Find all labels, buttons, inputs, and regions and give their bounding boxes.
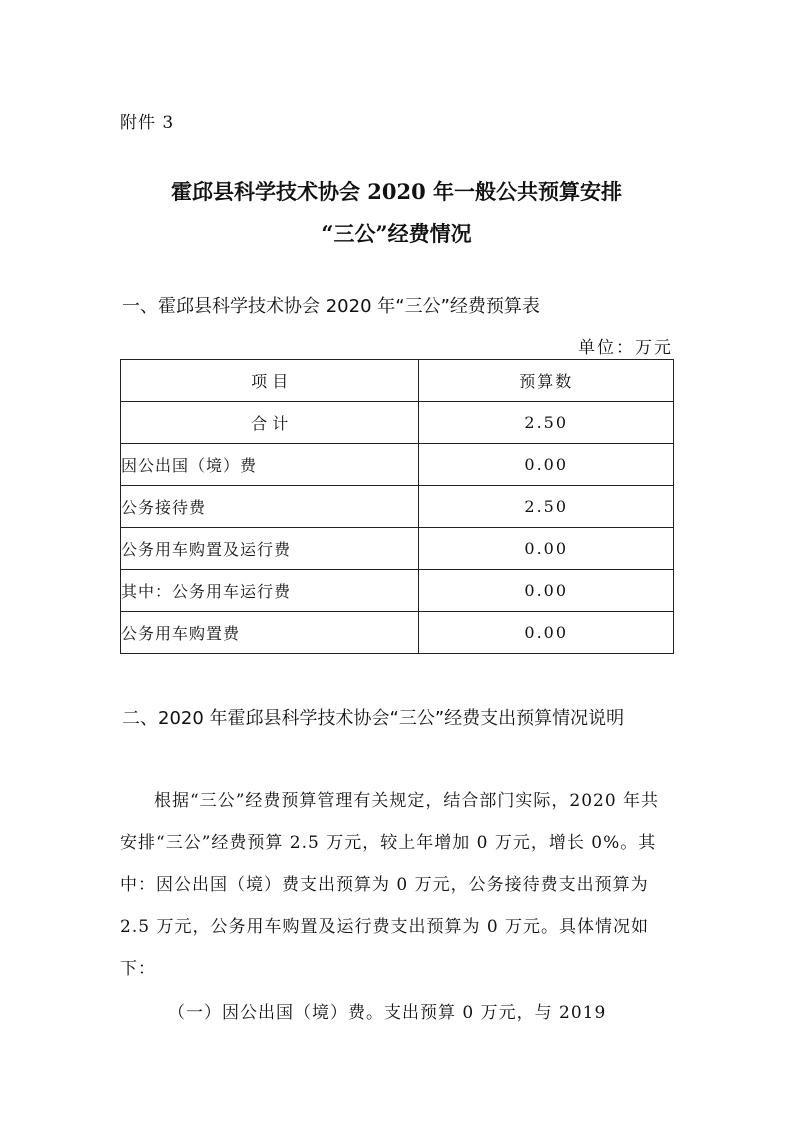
section1-heading: 一、霍邱县科学技术协会 2020 年“三公”经费预算表 xyxy=(122,296,540,317)
row-item: 公务用车购置费 xyxy=(121,612,419,654)
row-value: 0.00 xyxy=(419,612,674,654)
row-value-total: 2.50 xyxy=(419,402,674,444)
section2-paragraph1: 根据“三公”经费预算管理有关规定，结合部门实际，2020 年共安排“三公”经费预算 2.5 万元，较上年增加 0 万元，增长 0%。其中：因公出国（境）费支出预算为 0 万元，公务接待费支出预算为 2.5 万元，公务用车购置及运行费支出预算为 0 万元。具体情况如下： xyxy=(120,791,660,979)
table-row xyxy=(121,528,674,570)
attachment-label: 附件 3 xyxy=(120,113,175,133)
row-value: 0.00 xyxy=(419,528,674,570)
row-value: 0.00 xyxy=(419,570,674,612)
row-item: 因公出国（境）费 xyxy=(121,444,419,486)
document-title-line1: 霍邱县科学技术协会 2020 年一般公共预算安排 xyxy=(170,179,623,204)
table-row xyxy=(121,612,674,654)
header-item: 项 目 xyxy=(121,360,419,402)
section2-heading: 二、2020 年霍邱县科学技术协会“三公”经费支出预算情况说明 xyxy=(122,708,625,729)
row-item-total: 合 计 xyxy=(121,402,419,444)
table-row xyxy=(121,570,674,612)
document-title-line2: “三公”经费情况 xyxy=(321,221,472,246)
row-item: 其中：公务用车运行费 xyxy=(121,570,419,612)
unit-label: 单位：万元 xyxy=(578,338,673,358)
section2-paragraph2: （一）因公出国（境）费。支出预算 0 万元，与 2019 xyxy=(168,1003,607,1023)
row-value: 2.50 xyxy=(419,486,674,528)
row-item: 公务用车购置及运行费 xyxy=(121,528,419,570)
row-item: 公务接待费 xyxy=(121,486,419,528)
budget-table xyxy=(120,359,674,654)
table-row-total xyxy=(121,402,674,444)
row-value: 0.00 xyxy=(419,444,674,486)
header-budget: 预算数 xyxy=(419,360,674,402)
table-header-row xyxy=(121,360,674,402)
table-row xyxy=(121,444,674,486)
table-row xyxy=(121,486,674,528)
